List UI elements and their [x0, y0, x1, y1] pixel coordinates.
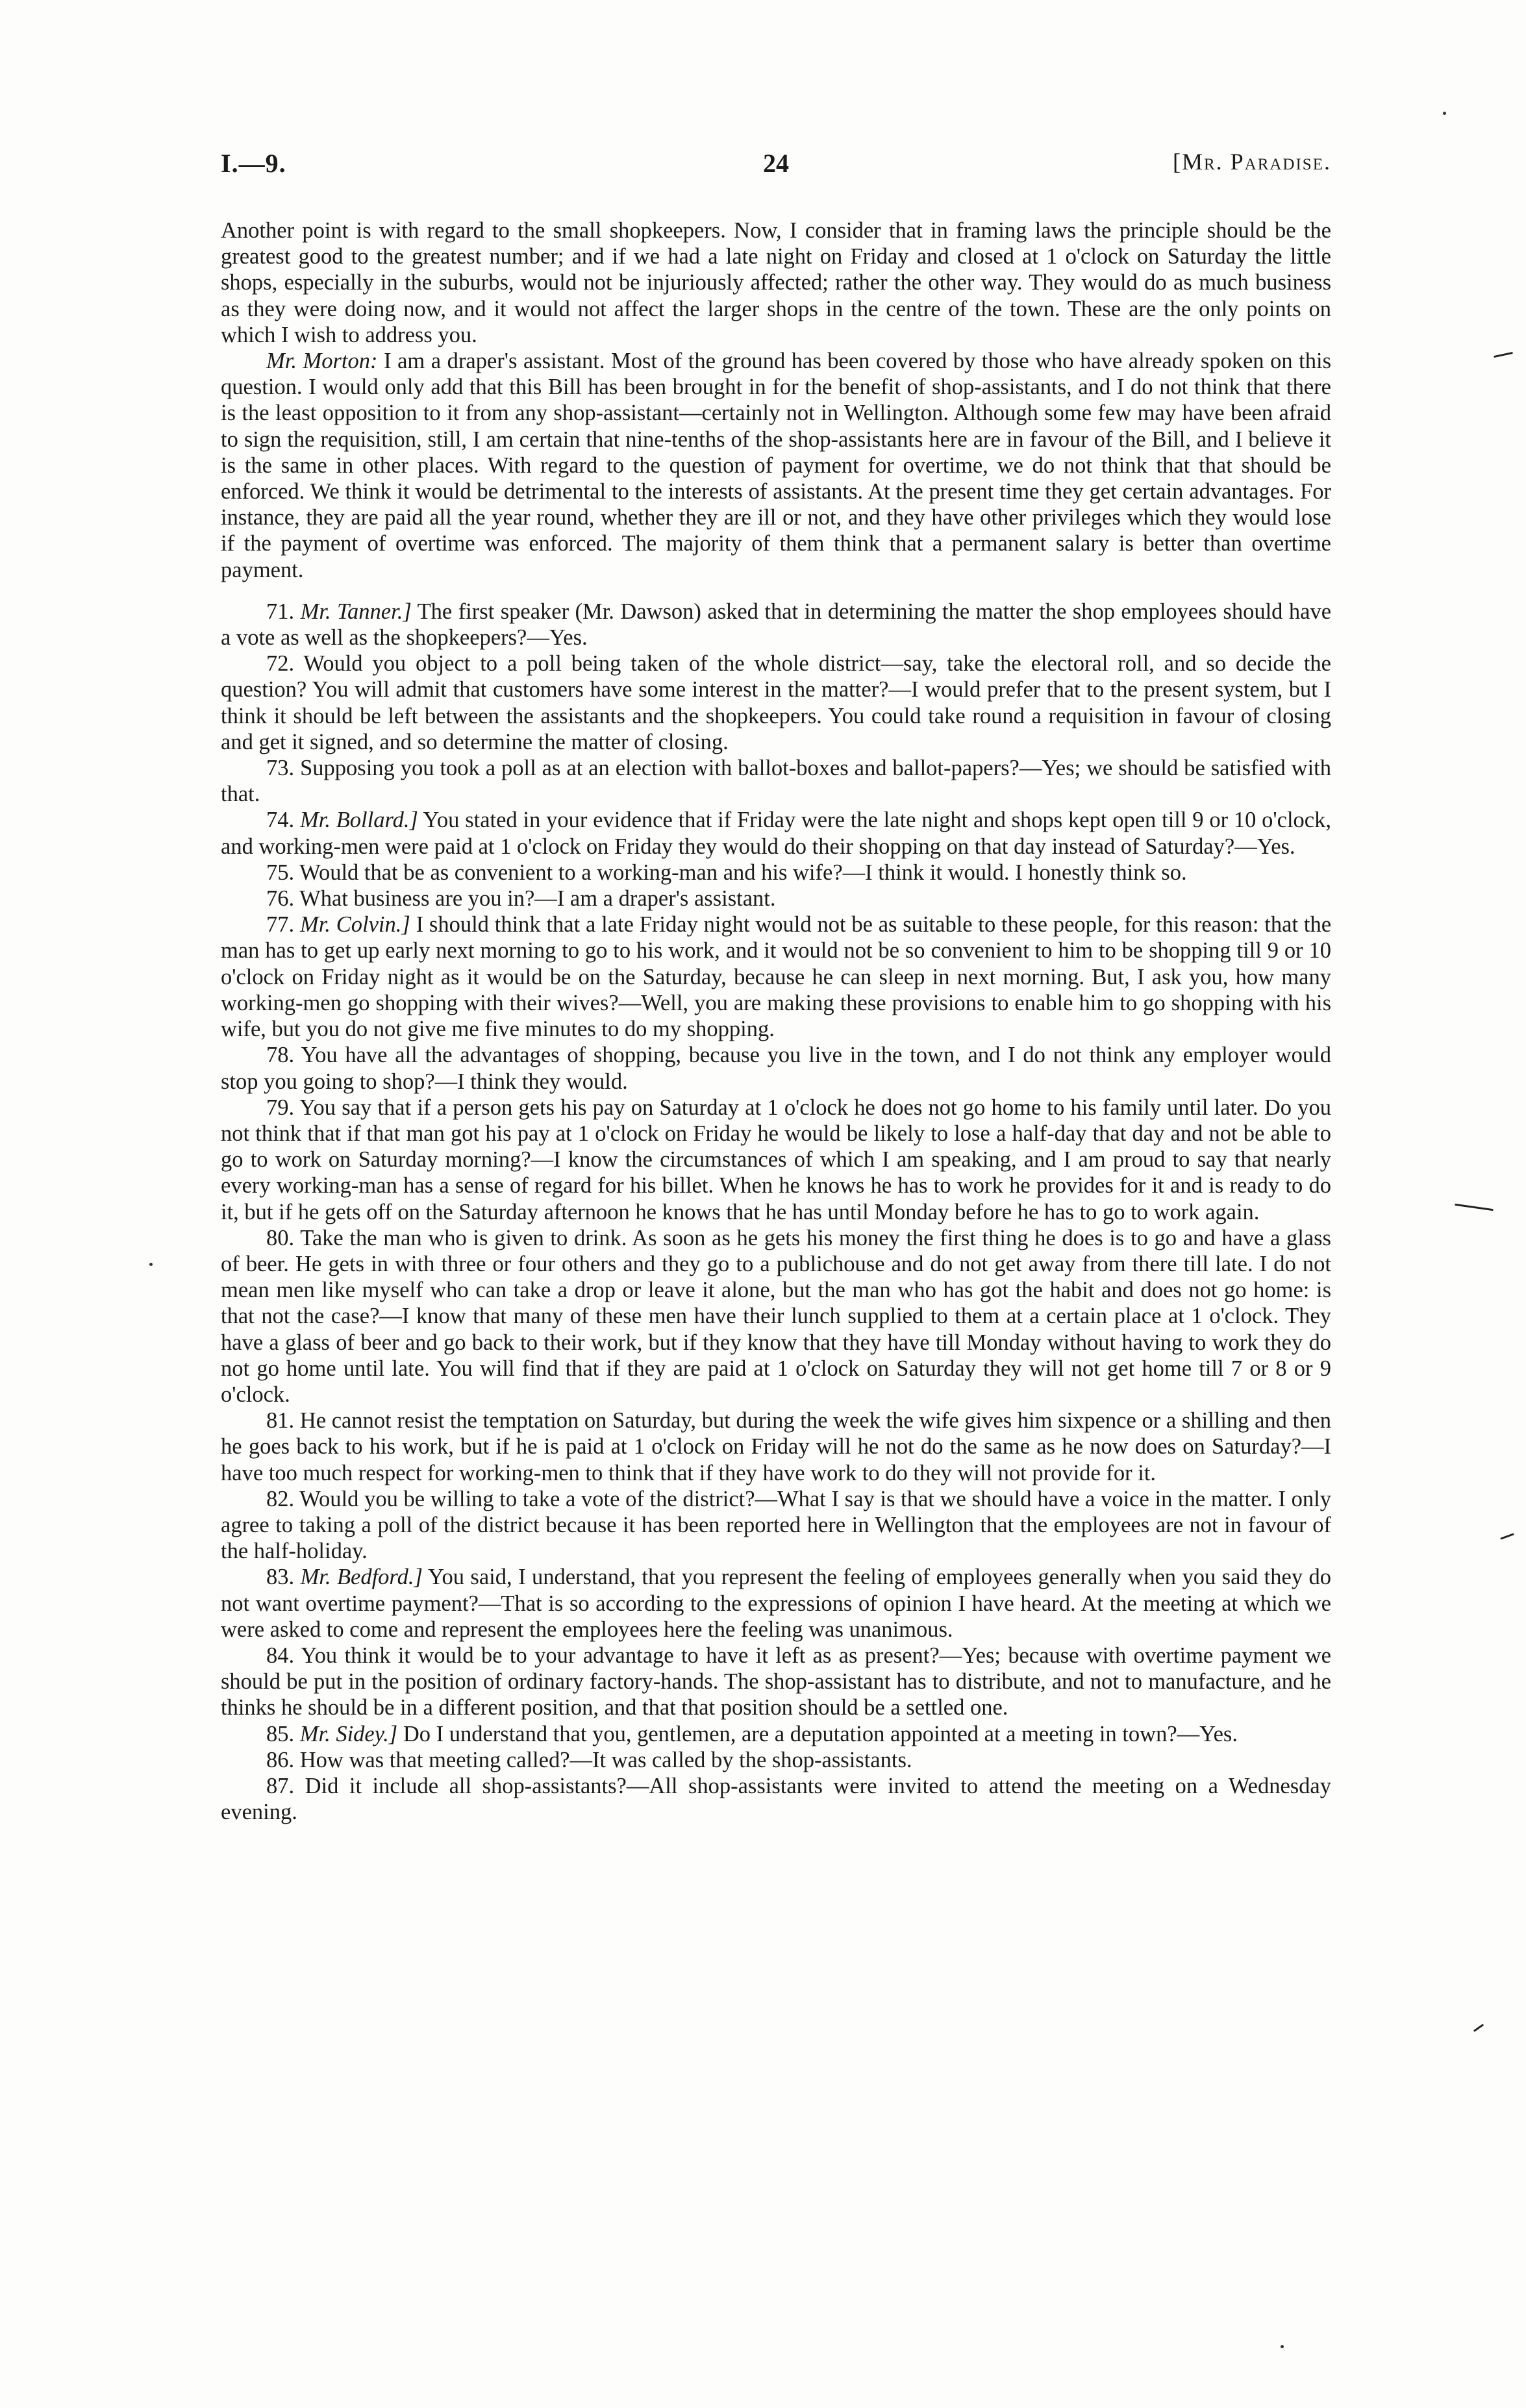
page-number: 24 — [763, 149, 789, 178]
question-73 — [221, 755, 1331, 807]
margin-dot — [1281, 2345, 1284, 2348]
margin-dot — [149, 1263, 153, 1266]
question-84 — [221, 1643, 1331, 1721]
speaker-name: Mr. Bollard.] — [299, 808, 418, 833]
paragraph-text: You said, I understand, that you represent the feeling of employees generally when you said they do not want overtime payment?—That is so according to the expressions of opinion I have heard. At the meeting at which we were asked to come and represent the employees here the feeling was unanimous. — [221, 1565, 1331, 1642]
speaker-name: Mr. Tanner.] — [300, 599, 412, 624]
speaker-name: Mr. Morton: — [266, 349, 378, 374]
paragraph-text: Would you be willing to take a vote of the district?—What I say is that we should have a voice in the matter. I only agree to taking a poll of the district because it has been reported here in Wellington that the employees are not in favour of the half-holiday. — [221, 1486, 1331, 1564]
margin-mark — [1494, 352, 1513, 358]
question-number: 85. — [266, 1721, 295, 1746]
question-number: 82. — [266, 1486, 295, 1511]
margin-dot — [1443, 112, 1446, 115]
speaker-name: Mr. Bedford.] — [300, 1565, 423, 1590]
question-78 — [221, 1042, 1331, 1094]
paragraph-text: Do I understand that you, gentlemen, are a deputation appointed at a meeting in town?—Yes. — [397, 1721, 1238, 1746]
question-81 — [221, 1408, 1331, 1486]
question-number: 77. — [266, 912, 295, 937]
question-83 — [221, 1564, 1331, 1643]
question-86 — [221, 1747, 1331, 1773]
paragraph-text: Did it include all shop-assistants?—All shop-assistants were invited to attend the meeting on a Wednesday evening. — [221, 1773, 1331, 1825]
paragraph-continuation — [221, 217, 1331, 348]
question-79 — [221, 1095, 1331, 1225]
question-85 — [221, 1721, 1331, 1747]
paragraph-text: Take the man who is given to drink. As soon as he gets his money the first thing he does is to go and have a glass of beer. He gets in with three or four others and they go to a publichouse and do not get away from there till late. I do not mean men like myself who can take a drop or leave it alone, but the man who has got the habit and does not go home: is that not the case?—I know that many of these men have their lunch supplied to them at a certain place at 1 o'clock. They have a glass of beer and go back to their work, but if they know that they have till Monday without having to work they do not go home until late. You will find that if they are paid at 1 o'clock on Saturday they will not get home till 7 or 8 or 9 o'clock. — [221, 1225, 1331, 1407]
running-head-witness: [Mr. Paradise. — [1172, 149, 1331, 175]
paragraph-text: Would you object to a poll being taken of the whole district—say, take the electoral roll, and so decide the question? You will admit that customers have some interest in the matter?—I would prefer that to the present system, but I think it should be left between the assistants and the shopkeepers. You could take round a requisition in favour of closing and get it signed, and so determine the matter of closing. — [221, 651, 1331, 754]
question-number: 84. — [266, 1643, 295, 1668]
question-77 — [221, 912, 1331, 1042]
question-number: 80. — [266, 1225, 295, 1250]
question-number: 73. — [266, 756, 295, 781]
question-72 — [221, 651, 1331, 755]
margin-mark — [1473, 2024, 1484, 2032]
question-number: 74. — [266, 808, 295, 833]
paragraph-text: You have all the advantages of shopping, because you live in the town, and I do not think any employer would stop you going to shop?—I think they would. — [221, 1043, 1331, 1094]
margin-mark — [1455, 1204, 1494, 1211]
paragraph-text: Would that be as convenient to a working-man and his wife?—I think it would. I honestly think so. — [299, 860, 1187, 885]
speaker-name: Mr. Sidey.] — [299, 1721, 398, 1746]
question-76 — [221, 886, 1331, 912]
speaker-name: Mr. Colvin.] — [299, 912, 410, 937]
question-82 — [221, 1486, 1331, 1565]
paragraph-text: How was that meeting called?—It was called by the shop-assistants. — [299, 1747, 912, 1772]
paragraph-text: I am a draper's assistant. Most of the ground has been covered by those who have already spoken on this question. I would only add that this Bill has been brought in for the benefit of shop-assistants, and I do not think that there is the least opposition to it from any shop-assistant—certainly not in Wellington. Although some few may have been afraid to sign the requisition, still, I am certain that nine-tenths of the shop-assistants here are in favour of the Bill, and I believe it is the same in other places. With regard to the question of payment for overtime, we do not think that that should be enforced. We think it would be detrimental to the interests of assistants. At the present time they get certain advantages. For instance, they are paid all the year round, whether they are ill or not, and they have other privileges which they would lose if the payment of overtime was enforced. The majority of them think that a permanent salary is better than overtime payment. — [221, 349, 1331, 582]
question-number: 78. — [266, 1043, 295, 1068]
question-75 — [221, 860, 1331, 886]
question-number: 75. — [266, 860, 295, 885]
paper-reference: I.—9. — [221, 149, 286, 178]
margin-mark — [1500, 1533, 1514, 1539]
question-87 — [221, 1773, 1331, 1825]
document-body — [221, 217, 1331, 1825]
question-number: 71. — [266, 599, 295, 624]
question-number: 83. — [266, 1565, 295, 1590]
question-74 — [221, 807, 1331, 859]
paragraph-text: You think it would be to your advantage to have it left as as present?—Yes; because with overtime payment we should be put in the position of ordinary factory-hands. The shop-assistant has to distribute, and not to manufacture, and he thinks he should be in a different position, and that that position should be a settled one. — [221, 1643, 1331, 1720]
paragraph-text: Supposing you took a poll as at an election with ballot-boxes and ballot-papers?—Yes; we should be satisfied with that. — [221, 756, 1331, 807]
question-number: 79. — [266, 1095, 295, 1120]
page-header — [221, 148, 1331, 187]
paragraph-text: You say that if a person gets his pay on Saturday at 1 o'clock he does not go home to his family until later. Do you not think that if that man got his pay at 1 o'clock on Friday he would be likely to lose a half-day that day and not be able to go to work on Saturday morning?—I know the circumstances of which I am speaking, and I am proud to say that nearly every working-man has a sense of regard for his billet. When he knows he has to work he provides for it and is ready to do it, but if he gets off on the Saturday afternoon he knows that he has until Monday before he has to go to work again. — [221, 1095, 1331, 1224]
question-number: 87. — [266, 1773, 295, 1798]
paragraph-text: He cannot resist the temptation on Saturday, but during the week the wife gives him sixpence or a shilling and then he goes back to his work, but if he is paid at 1 o'clock on Friday will he not do the same as he now does on Saturday?—I have too much respect for working-men to think that if they have work to do they will not provide for it. — [221, 1408, 1331, 1485]
paragraph-text: You stated in your evidence that if Friday were the late night and shops kept open till 9 or 10 o'clock, and working-men were paid at 1 o'clock on Friday they would do their shopping on that day instead of Saturday?—Yes. — [221, 808, 1331, 859]
question-number: 72. — [266, 651, 295, 676]
paragraph-statement — [221, 348, 1331, 583]
question-number: 76. — [266, 886, 295, 912]
paragraph-text: I should think that a late Friday night would not be as suitable to these people, for this reason: that the man has to get up early next morning to go to his work, and it would not be so convenient to him to be shopping till 9 or 10 o'clock on Friday night as it would be on the Saturday, because he can sleep in next morning. But, I ask you, how many working-men go shopping with their wives?—Well, you are making these provisions to enable him to go shopping with his wife, but you do not give me five minutes to do my shopping. — [221, 912, 1332, 1042]
question-number: 81. — [266, 1408, 295, 1434]
paragraph-text: What business are you in?—I am a draper's assistant. — [299, 886, 776, 912]
question-number: 86. — [266, 1747, 295, 1772]
paragraph-text: The first speaker (Mr. Dawson) asked that in determining the matter the shop employees should have a vote as well as the shopkeepers?—Yes. — [221, 599, 1332, 651]
question-71 — [221, 599, 1331, 651]
question-80 — [221, 1225, 1331, 1408]
paragraph-text: Another point is with regard to the small shopkeepers. Now, I consider that in framing laws the principle should be the greatest good to the greatest number; and if we had a late night on Friday and closed at 1 o'clock on Saturday the little shops, especially in the suburbs, would not be injuriously affected; rather the other way. They would do as much business as they were doing now, and it would not affect the larger shops in the centre of the town. These are the only points on which I wish to address you. — [221, 218, 1331, 347]
